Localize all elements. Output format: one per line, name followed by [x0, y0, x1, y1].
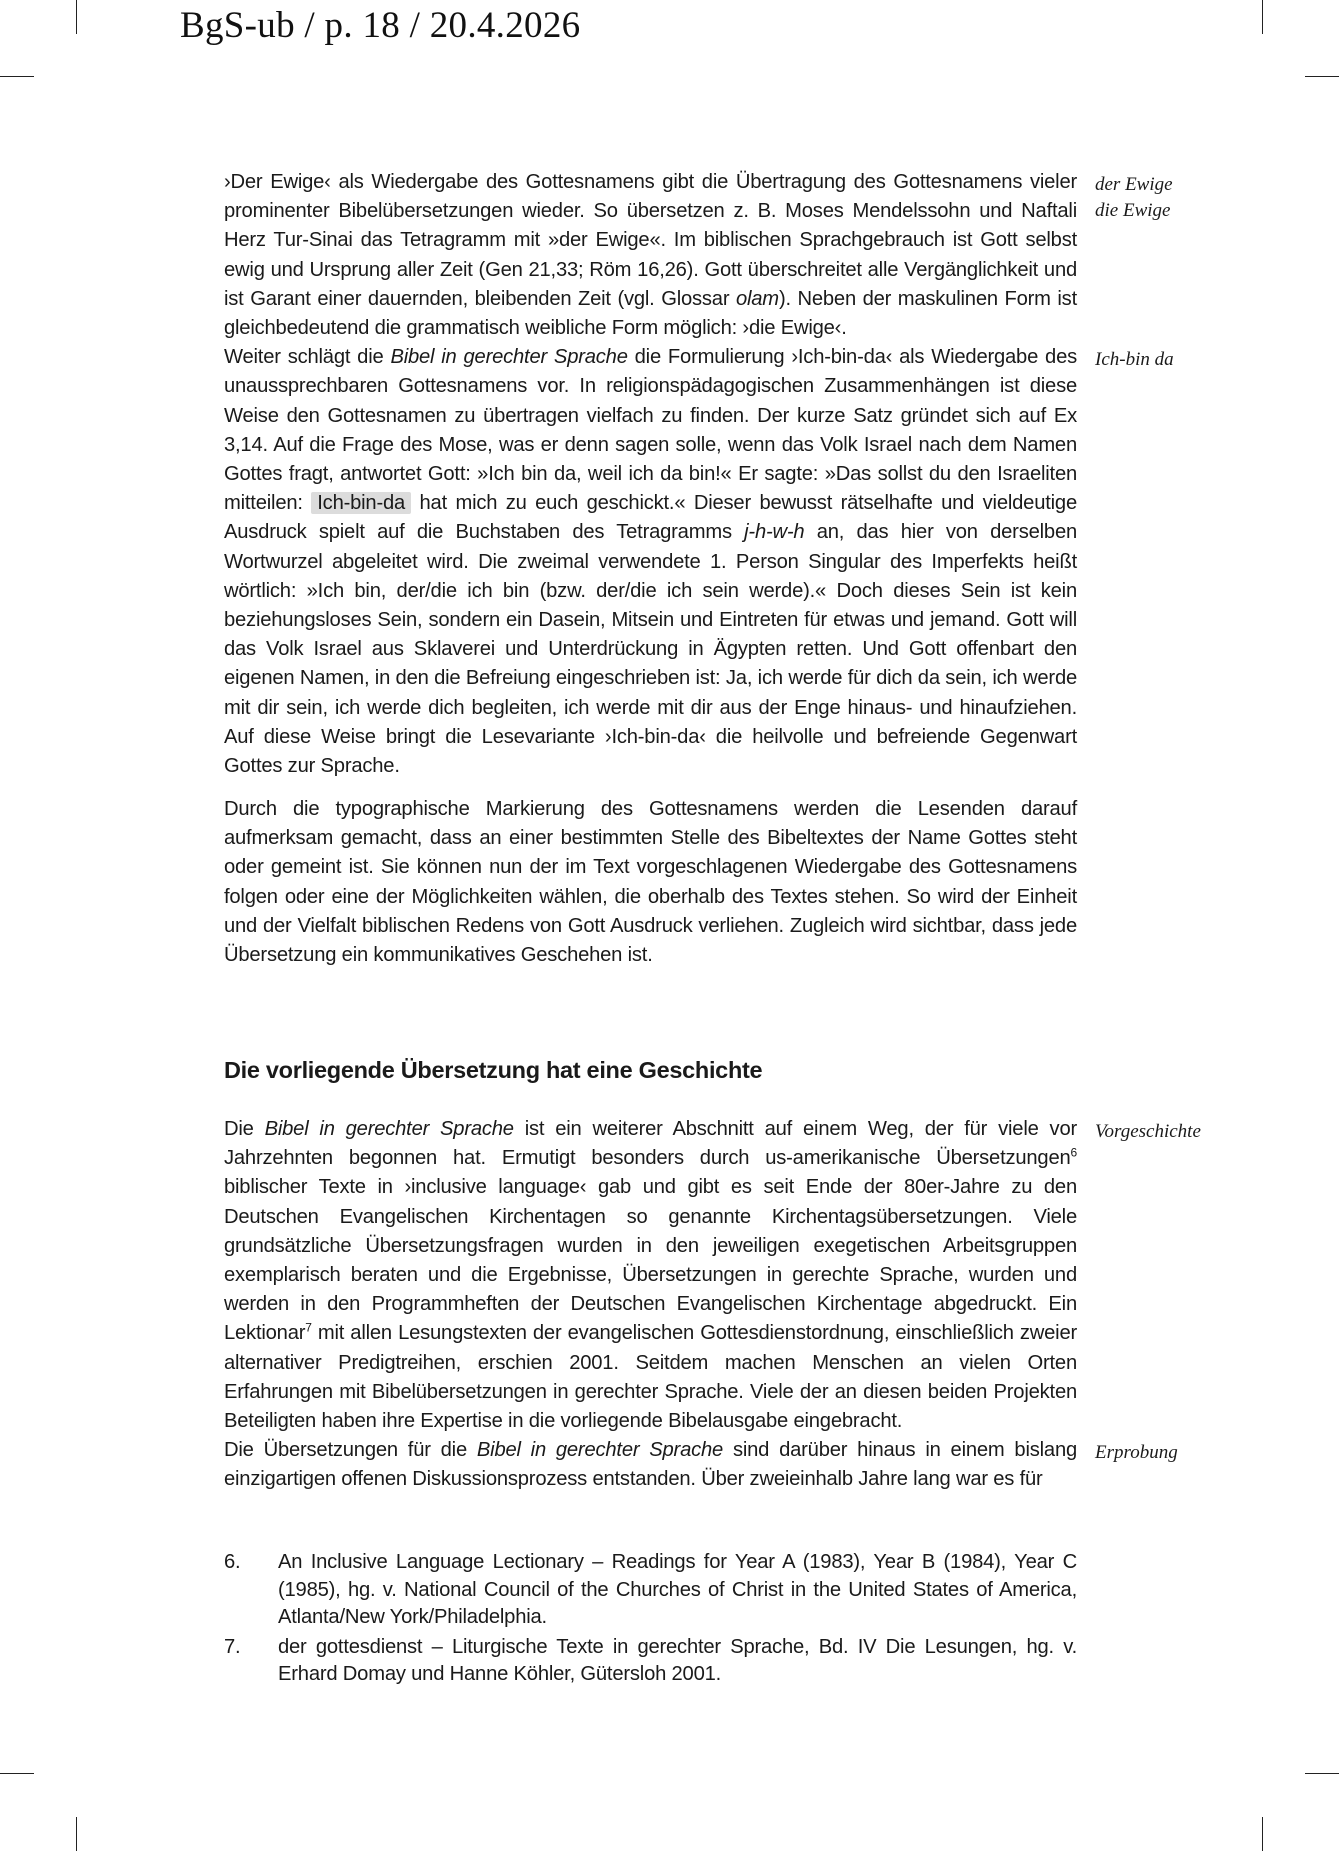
footnote [224, 1549, 1077, 1632]
margin-note-erprobung: Erprobung [1095, 1442, 1178, 1463]
paragraph-typographische-markierung: Durch die typographische Markierung des Gottesnamens werden die Lesenden darauf aufmerksam gemacht, dass an einer bestimmten Stelle des Bibeltextes der Name Gottes steht oder gemeint ist. Sie können nun der im Text vorgeschlagenen Wiedergabe des Gottesnamens folgen oder eine der Möglichkeiten wählen, die oberhalb des Textes stehen. So wird der Einheit und der Vielfalt biblischen Redens von Gott Ausdruck verliehen. Zugleich wird sichtbar, dass jede Übersetzung ein kommunikatives Geschehen ist. [224, 798, 1077, 967]
crop-mark [1305, 76, 1339, 77]
crop-mark [76, 0, 77, 34]
section-geschichte [224, 1115, 1077, 1495]
margin-note-der-ewige: der Ewige [1095, 174, 1173, 195]
margin-note-die-ewige: die Ewige [1095, 200, 1171, 221]
crop-mark [0, 76, 34, 77]
footnote-ref-6[interactable]: 6 [1070, 1145, 1077, 1160]
crop-mark [1305, 1773, 1339, 1774]
paragraph-erprobung: Die Übersetzungen für die Bibel in gerechter Sprache sind darüber hinaus in einem bislang einzigartigen offenen Diskussionsprozess entstanden. Über zweieinhalb Jahre lang war es für [224, 1439, 1078, 1491]
footnote [224, 1634, 1077, 1689]
paragraph-der-ewige: ›Der Ewige‹ als Wiedergabe des Gottesnamens gibt die Übertragung des Gottesnamens vieler prominenter Bibelübersetzungen wieder. So übersetzen z. B. Moses Mendelssohn und Naftali Herz Tur-Sinai das Tetragramm mit »der Ewige«. Im biblischen Sprachgebrauch ist Gott selbst ewig und Ursprung aller Zeit (Gen 21,33; Röm 16,26). Gott überschreitet alle Vergänglichkeit und ist Garant einer dauernden, bleibenden Zeit (vgl. Glossar olam). Neben der maskulinen Form ist gleichbedeutend die grammatisch weibliche Form möglich: ›die Ewige‹. [224, 171, 1077, 340]
crop-mark [0, 1773, 34, 1774]
section-gottesname [224, 168, 1077, 781]
margin-note-ich-bin-da: Ich-bin da [1095, 349, 1174, 370]
crop-mark [76, 1817, 77, 1851]
paragraph-vorgeschichte: Die Bibel in gerechter Sprache ist ein weiterer Abschnitt auf einem Weg, der für viele vor Jahrzehnten begonnen hat. Ermutigt besonders durch us-amerikanische Übersetzungen$^6$ biblischer Texte in ›inclusive language‹ gab und gibt es seit Ende der 80er-Jahre zu den Deutschen Evangelischen Kirchentagen so genannte Kirchentagsübersetzungen. Viele grundsätzliche Übersetzungsfragen wurden in den jeweiligen exegetischen Arbeitsgruppen exemplarisch beraten und die Ergebnisse, Übersetzungen in gerechte Sprache, wurden und werden in den Programmheften der Deutschen Evangelischen Kirchentage abgedruckt. Ein Lektionar$^7$ mit allen Lesungstexten der evangelischen Gottesdienstordnung, einschließlich zweier alternativer Predigtreihen, erschien 2001. Seitdem machen Menschen an vielen Orten Erfahrungen mit Bibelübersetzungen in gerechter Sprache. Viele der an diesen beiden Projekten Beteiligten haben ihre Expertise in die vorliegende Bibelausgabe eingebracht. [224, 1118, 1077, 1433]
crop-mark [1262, 0, 1263, 34]
crop-mark [1262, 1817, 1263, 1851]
footnote-ref-7[interactable]: 7 [305, 1320, 312, 1335]
footnote-number: 7. [224, 1635, 241, 1658]
section-heading: Die vorliegende Übersetzung hat eine Geschichte [224, 1057, 763, 1083]
page-header: BgS-ub / p. 18 / 20.4.2026 [180, 5, 581, 46]
gottesname-highlight: Ich-bin-da [311, 492, 411, 514]
footnotes [224, 1549, 1077, 1691]
footnote-text: An Inclusive Language Lectionary – Readings for Year A (1983), Year B (1984), Year C (1985), hg. v. National Council of the Churches of Christ in the United States of America, Atlanta/New York/Philadelphia. [278, 1551, 1077, 1628]
margin-note-vorgeschichte: Vorgeschichte [1095, 1121, 1201, 1142]
footnote-text: der gottesdienst – Liturgische Texte in gerechter Sprache, Bd. IV Die Lesungen, hg. v. Erhard Domay und Hanne Köhler, Gütersloh 2001. [278, 1635, 1077, 1685]
footnote-number: 6. [224, 1551, 241, 1573]
paragraph-ich-bin-da: Weiter schlägt die Bibel in gerechter Sprache die Formulierung ›Ich-bin-da‹ als Wiedergabe des unaussprechbaren Gottesnamens vor. In religionspädagogischen Zusammenhängen ist diese Weise den Gottesnamen zu übertragen vielfach zu finden. Der kurze Satz gründet sich auf Ex 3,14. Auf die Frage des Mose, was er denn sagen solle, wenn das Volk Israel nach dem Namen Gottes fragt, antwortet Gott: »Ich bin da, weil ich da bin!« Er sagte: »Das sollst du den Israeliten mitteilen: Ich-bin-da hat mich zu euch geschickt.« Dieser bewusst rätselhafte und vieldeutige Ausdruck spielt auf die Buchstaben des Tetragramms j-h-w-h an, das hier von derselben Wortwurzel abgeleitet wird. Die zweimal verwendete 1. Person Singular des Imperfekts heißt wörtlich: »Ich bin, der/die ich bin (bzw. der/die ich sein werde).« Doch dieses Sein ist kein beziehungsloses Sein, sondern ein Dasein, Mitsein und Eintreten für etwas und jemand. Gott will das Volk Israel aus Sklaverei und Unterdrückung in Ägypten retten. Und Gott offenbart den eigenen Namen, in den die Befreiung eingeschrieben ist: Ja, ich werde für dich da sein, ich werde mit dir sein, ich werde dich begleiten, ich werde mit dir aus der Enge hinaus- und hinaufziehen. Auf diese Weise bringt die Lesevariante ›Ich-bin-da‹ die heilvolle und befreiende Gegenwart Gottes zur Sprache. [224, 346, 1077, 778]
